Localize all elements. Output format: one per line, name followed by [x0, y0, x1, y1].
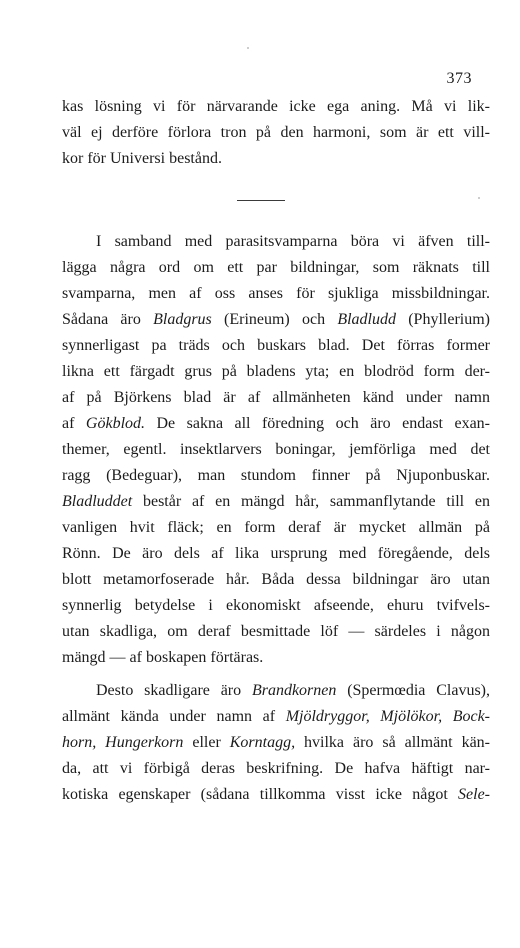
italic-term: Bladludd	[337, 311, 396, 328]
section-divider	[237, 200, 285, 201]
italic-term: Sele-	[458, 786, 490, 803]
italic-term: Bladgrus	[153, 311, 212, 328]
text-line: kor för Universi bestånd.	[62, 150, 222, 167]
text-line: da, att vi förbigå deras beskrifning. De hafva häftigt nar-	[62, 760, 490, 777]
text-line: blott metamorfoserade hår. Båda dessa bildningar äro utan	[62, 571, 490, 588]
paper-speck	[478, 197, 480, 199]
text-line: af Gökblod. De sakna all föredning och äro endast exan-	[62, 415, 490, 432]
paragraph-continuation	[62, 94, 490, 172]
text-line: allmänt kända under namn af Mjöldryggor, Mjölökor, Bock-	[62, 708, 491, 725]
text-line: Desto skadligare äro Brandkornen (Spermœdia Clavus),	[96, 682, 490, 699]
text-line: themer, egentl. insektlarvers boningar, jemförliga med det	[62, 441, 490, 458]
italic-term: Mjöldryggor, Mjölökor, Bock-	[285, 708, 491, 725]
text-line: ragg (Bedeguar), man stundom finner på Njuponbuskar.	[62, 467, 490, 484]
text-line: väl ej derföre förlora tron på den harmoni, som är ett vill-	[62, 124, 490, 141]
text-line: utan skadliga, om deraf besmittade löf — särdeles i någon	[62, 623, 490, 640]
text-line: vanligen hvit fläck; en form deraf är mycket allmän på	[62, 519, 490, 536]
text-line: Rönn. De äro dels af lika ursprung med föregående, dels	[62, 545, 490, 562]
text-line: kas lösning vi för närvarande icke ega aning. Må vi lik-	[62, 98, 490, 115]
text-line: svamparna, men af oss anses för sjukliga missbildningar.	[62, 285, 490, 302]
text-line: kotiska egenskaper (sådana tillkomma visst icke något Sele-	[62, 786, 490, 803]
text-line: synnerlig betydelse i ekonomiskt afseende, ehuru tvifvels-	[62, 597, 490, 614]
paper-speck	[247, 47, 249, 49]
italic-term: Korntagg,	[229, 734, 296, 751]
text-line: horn, Hungerkorn eller Korntagg, hvilka äro så allmänt kän-	[62, 734, 490, 751]
italic-term: Brandkornen	[251, 682, 337, 699]
paragraph-parasites	[62, 229, 490, 671]
paragraph-ergot	[62, 678, 490, 808]
italic-term: Bladluddet	[62, 493, 133, 510]
italic-term: Gökblod.	[85, 415, 146, 432]
text-line: likna ett färgadt grus på bladens yta; en blodröd form der-	[62, 363, 490, 380]
text-line: mängd — af boskapen förtäras.	[62, 649, 264, 666]
italic-term: horn, Hungerkorn	[62, 734, 184, 751]
text-line: synnerligast pa träds och buskars blad. Det förras former	[62, 337, 490, 354]
text-line: lägga några ord om ett par bildningar, som räknats till	[62, 259, 490, 276]
page-number: 373	[446, 70, 472, 87]
text-line: Bladluddet består af en mängd hår, sammanflytande till en	[62, 493, 490, 510]
text-line: I samband med parasitsvamparna böra vi äfven till-	[96, 233, 490, 250]
text-line: Sådana äro Bladgrus (Erineum) och Bladludd (Phyllerium)	[62, 311, 490, 328]
text-line: af på Björkens blad är af allmänheten känd under namn	[62, 389, 490, 406]
